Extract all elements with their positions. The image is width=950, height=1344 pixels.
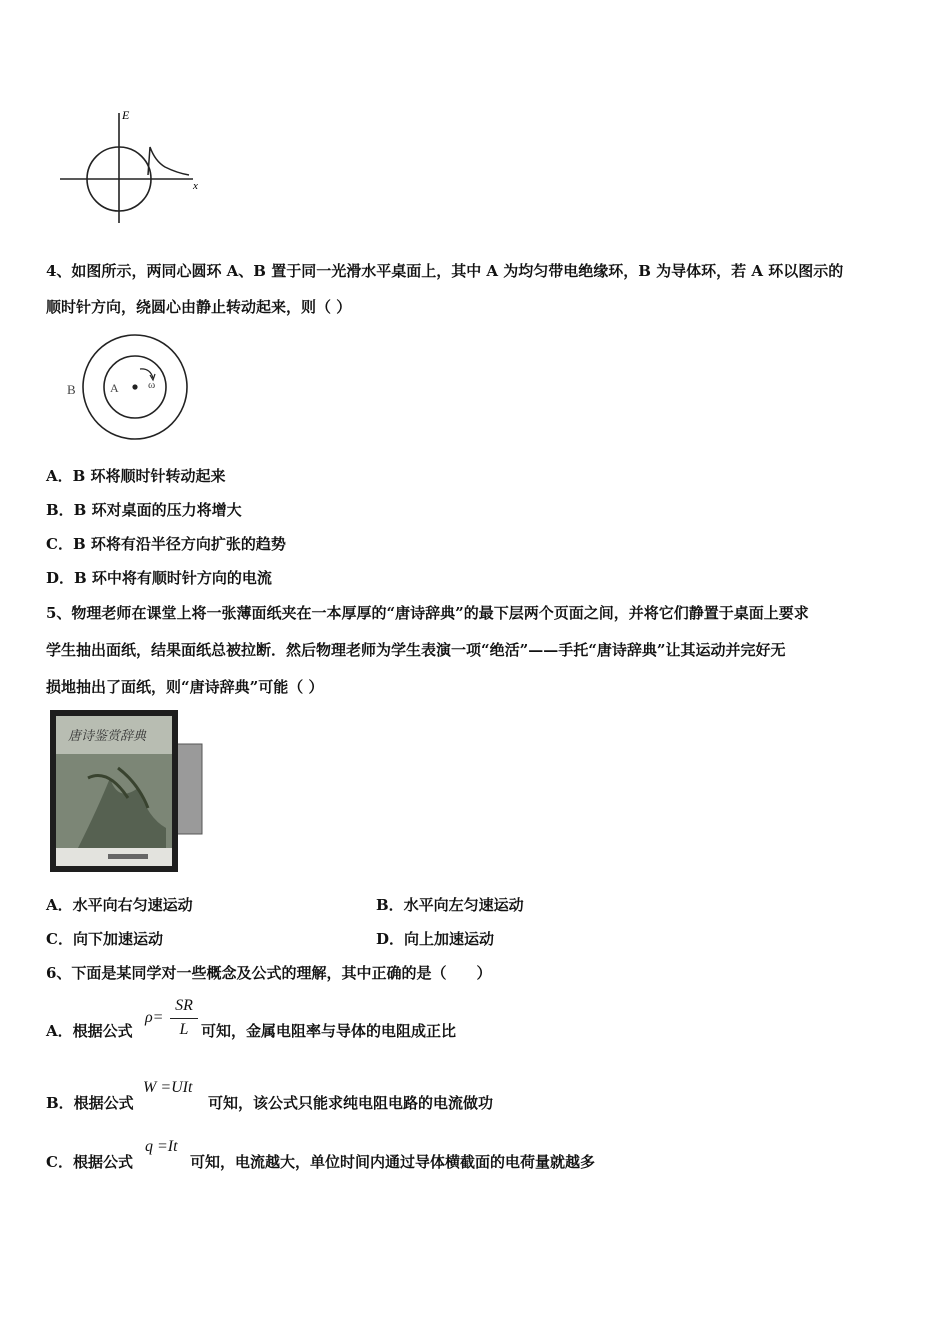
q6-option-a-fraction-line	[170, 1018, 198, 1019]
concentric-rings-figure	[62, 330, 197, 445]
field-curve	[148, 147, 189, 175]
q6-option-a-denominator: L	[179, 1021, 189, 1038]
q6-option-a-rho: ρ=	[145, 1009, 164, 1026]
q6-option-b-prefix: B．根据公式	[46, 1094, 134, 1112]
rings-svg	[62, 330, 197, 445]
label-omega: ω	[148, 379, 156, 391]
q6-option-c-suffix: 可知，电流越大，单位时间内通过导体横截面的电荷量就越多	[190, 1153, 596, 1171]
book-photo	[48, 708, 208, 874]
q4-stem-line2: 顺时针方向，绕圆心由静止转动起来，则（ ）	[46, 298, 352, 316]
q4-option-a: A．B 环将顺时针转动起来	[46, 467, 226, 485]
center-dot	[132, 384, 137, 389]
field-graph-figure	[55, 105, 205, 230]
axis-e-label: E	[122, 108, 130, 122]
book-title-text: 唐诗鉴赏辞典	[68, 729, 147, 744]
book-svg	[48, 708, 208, 874]
q6-option-b-formula: W =UIt	[143, 1079, 193, 1096]
q6-option-c-formula: q =It	[145, 1138, 178, 1155]
publisher-mark	[108, 854, 148, 859]
label-b: B	[67, 382, 76, 397]
q6-option-a-suffix: 可知，金属电阻率与导体的电阻成正比	[201, 1022, 457, 1040]
q4-option-b: B．B 环对桌面的压力将增大	[46, 501, 242, 519]
q5-stem-line1: 5、物理老师在课堂上将一张薄面纸夹在一本厚厚的“唐诗辞典”的最下层两个页面之间，并将它们静置于桌面上要求	[46, 604, 809, 622]
paper-sheet	[174, 744, 202, 834]
q6-option-c-prefix: C．根据公式	[46, 1153, 133, 1171]
q6-option-b-suffix: 可知，该公式只能求纯电阻电路的电流做功	[208, 1094, 494, 1112]
q4-option-d: D．B 环中将有顺时针方向的电流	[46, 569, 272, 587]
q5-option-a: A．水平向右匀速运动	[46, 896, 193, 914]
q5-option-c: C．向下加速运动	[46, 930, 163, 948]
q5-option-b: B．水平向左匀速运动	[376, 896, 524, 914]
q5-option-d: D．向上加速运动	[376, 930, 495, 948]
axis-x-label: x	[193, 180, 198, 192]
q6-stem: 6、下面是某同学对一些概念及公式的理解，其中正确的是（ ）	[46, 964, 492, 982]
label-a: A	[110, 381, 119, 395]
q5-stem-line3: 损地抽出了面纸，则“唐诗辞典”可能（ ）	[46, 678, 324, 696]
q6-option-a-prefix: A．根据公式	[46, 1022, 133, 1040]
q5-stem-line2: 学生抽出面纸，结果面纸总被拉断．然后物理老师为学生表演一项“绝活”——手托“唐诗辞典”让其运动并完好无	[46, 641, 786, 659]
q6-option-a-numerator: SR	[175, 997, 193, 1014]
q4-stem-line1: 4、如图所示，两同心圆环 A、B 置于同一光滑水平桌面上，其中 A 为均匀带电绝缘环，B 为导体环，若 A 环以图示的	[46, 262, 844, 280]
q4-option-c: C．B 环将有沿半径方向扩张的趋势	[46, 535, 286, 553]
field-graph-svg	[55, 105, 205, 230]
